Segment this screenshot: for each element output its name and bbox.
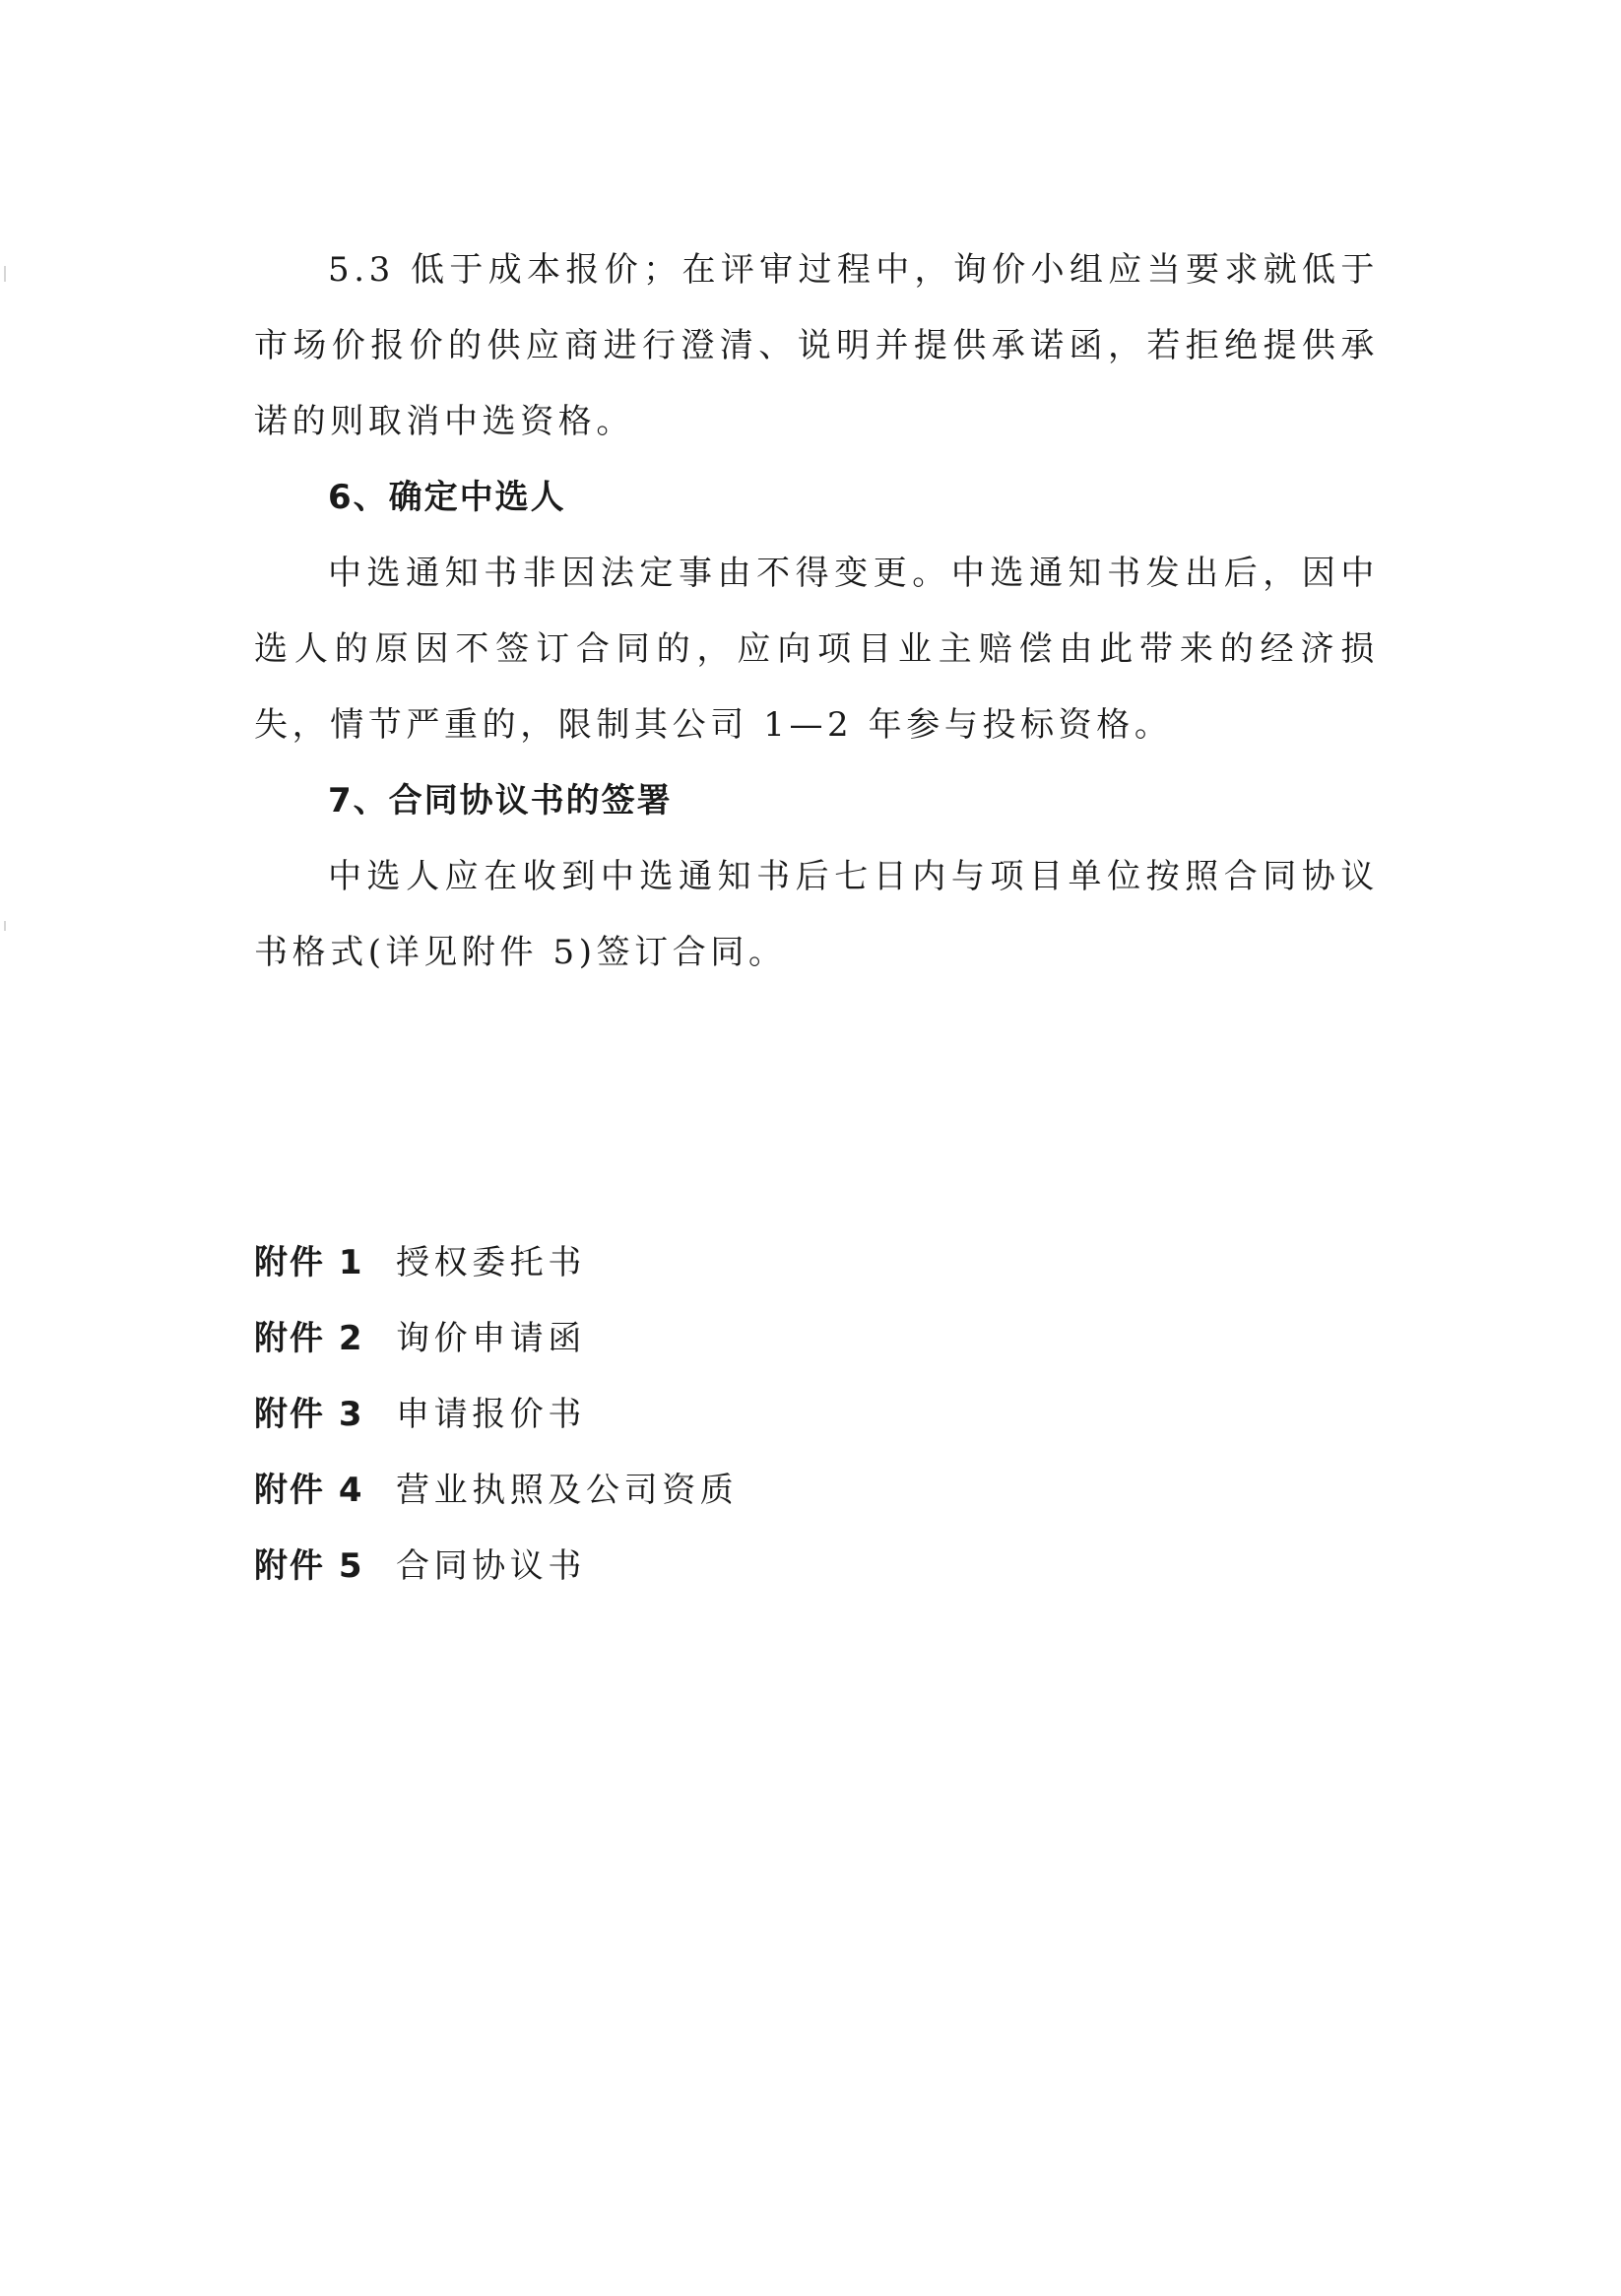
attachment-item (254, 1301, 1140, 1377)
attachment-item (254, 1453, 1140, 1529)
section-heading-7: 7、合同协议书的签署 (328, 781, 673, 820)
attachment-item (254, 1225, 1140, 1301)
paragraph-5-3: 5.3 低于成本报价；在评审过程中，询价小组应当要求就低于市场价报价的供应商进行澄清、说明并提供承诺函，若拒绝提供承诺的则取消中选资格。 (254, 250, 1379, 441)
attachment-label: 附件 5 (254, 1546, 364, 1586)
section-heading-6: 6、确定中选人 (328, 478, 566, 517)
attachment-label: 附件 2 (254, 1319, 364, 1358)
scan-edge-mark (4, 266, 6, 282)
attachment-label: 附件 1 (254, 1243, 364, 1282)
paragraph-7: 中选人应在收到中选通知书后七日内与项目单位按照合同协议书格式(详见附件 5)签订合同。 (254, 857, 1379, 972)
attachment-title: 合同协议书 (396, 1546, 586, 1586)
attachment-item (254, 1377, 1140, 1453)
scan-edge-mark (4, 921, 6, 931)
attachment-item (254, 1529, 1140, 1605)
attachment-label: 附件 3 (254, 1395, 364, 1434)
paragraph-6: 中选通知书非因法定事由不得变更。中选通知书发出后，因中选人的原因不签订合同的，应向项目业主赔偿由此带来的经济损失，情节严重的，限制其公司 1—2 年参与投标资格。 (254, 554, 1379, 745)
attachment-title: 营业执照及公司资质 (396, 1471, 739, 1510)
attachment-label: 附件 4 (254, 1471, 364, 1510)
attachment-title: 询价申请函 (396, 1319, 586, 1358)
attachment-title: 授权委托书 (396, 1243, 586, 1282)
attachment-list (254, 1225, 1140, 1605)
body-text (254, 232, 1379, 991)
attachment-title: 申请报价书 (396, 1395, 586, 1434)
